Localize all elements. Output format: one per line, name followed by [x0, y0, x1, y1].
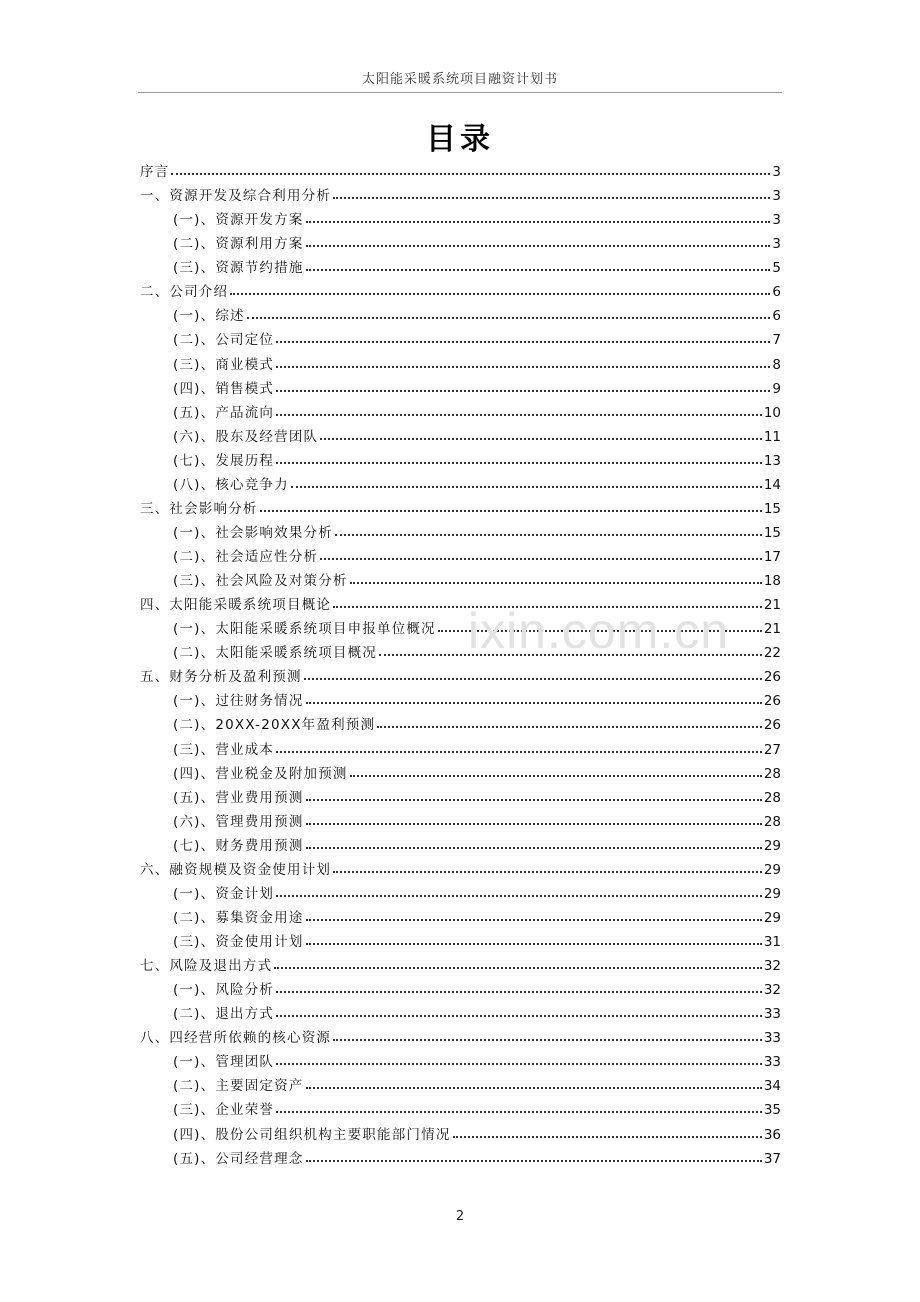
toc-entry-page: 35	[763, 1102, 781, 1119]
toc-dot-leader	[276, 413, 762, 416]
toc-entry-page: 32	[763, 958, 781, 975]
toc-entry-label: (二)、20XX-20XX年盈利预测	[173, 717, 376, 734]
toc-entry-page: 33	[763, 1006, 781, 1023]
toc-entry-label: (一)、资源开发方案	[173, 212, 304, 229]
toc-entry-label: (三)、资金使用计划	[173, 934, 304, 950]
toc-title: 目录	[426, 122, 494, 157]
toc-dot-leader	[306, 1086, 762, 1089]
toc-subentry[interactable]	[140, 256, 781, 280]
toc-entry-label: (四)、股份公司组织机构主要职能部门情况	[173, 1126, 451, 1143]
toc-entry-page: 14	[763, 476, 781, 493]
toc-entry-label: (三)、商业模式	[173, 356, 275, 373]
toc-entry-page: 15	[763, 500, 781, 517]
toc-entry-label: (一)、资金计划	[173, 885, 275, 902]
toc-entry-label: (一)、风险分析	[173, 982, 275, 999]
toc-subentry[interactable]	[140, 906, 781, 930]
toc-entry-label: 三、社会影响分析	[140, 500, 258, 517]
toc-dot-leader	[260, 509, 762, 512]
toc-dot-leader	[306, 918, 762, 921]
toc-dot-leader	[306, 798, 762, 801]
toc-dot-leader	[306, 268, 771, 271]
toc-subentry[interactable]	[140, 545, 781, 569]
toc-entry-page: 17	[763, 549, 781, 565]
toc-entry-label: (五)、营业费用预测	[173, 789, 304, 806]
toc-entry[interactable]	[140, 1026, 781, 1050]
toc-entry-page: 21	[763, 621, 781, 638]
toc-subentry[interactable]	[140, 641, 781, 665]
toc-entry-label: (二)、公司定位	[173, 332, 275, 349]
toc-subentry[interactable]	[140, 401, 781, 425]
toc-dot-leader	[377, 725, 762, 728]
toc-dot-leader	[379, 653, 762, 656]
toc-subentry[interactable]	[140, 1147, 781, 1171]
toc-subentry[interactable]	[140, 521, 781, 545]
toc-entry-page: 10	[763, 404, 781, 421]
toc-dot-leader	[306, 942, 762, 945]
toc-entry-page: 3	[772, 188, 781, 205]
toc-entry-label: 四、太阳能采暖系统项目概论	[140, 597, 332, 614]
toc-entry-page: 18	[763, 573, 781, 590]
toc-subentry[interactable]	[140, 978, 781, 1002]
toc-subentry[interactable]	[140, 425, 781, 449]
toc-entry[interactable]	[140, 160, 781, 184]
toc-entry-page: 26	[763, 693, 781, 710]
toc-subentry[interactable]	[140, 232, 781, 256]
toc-subentry[interactable]	[140, 473, 781, 497]
toc-dot-leader	[333, 870, 762, 873]
toc-dot-leader	[333, 196, 770, 199]
toc-entry-page: 32	[763, 982, 781, 999]
toc-dot-leader	[276, 990, 762, 993]
toc-dot-leader	[350, 774, 762, 777]
toc-entry-label: 五、财务分析及盈利预测	[140, 669, 302, 686]
toc-entry-label: (七)、发展历程	[173, 452, 275, 469]
toc-subentry[interactable]	[140, 930, 781, 954]
toc-subentry[interactable]	[140, 353, 781, 377]
toc-entry-label: (七)、财务费用预测	[173, 837, 304, 854]
toc-entry-page: 15	[763, 524, 781, 541]
toc-entry[interactable]	[140, 954, 781, 978]
toc-entry-label: (四)、销售模式	[173, 380, 275, 397]
toc-dot-leader	[276, 1110, 762, 1113]
toc-dot-leader	[306, 822, 762, 825]
toc-entry-page: 29	[763, 885, 781, 902]
toc-subentry[interactable]	[140, 328, 781, 352]
toc-dot-leader	[171, 172, 770, 175]
toc-dot-leader	[306, 244, 771, 247]
toc-subentry[interactable]	[140, 617, 781, 641]
toc-entry-page: 11	[763, 428, 781, 445]
toc-entry[interactable]	[140, 184, 781, 208]
toc-entry-label: (八)、核心竞争力	[173, 476, 289, 493]
toc-entry-label: 八、四经营所依赖的核心资源	[140, 1030, 332, 1047]
toc-dot-leader	[276, 365, 770, 368]
header-divider	[138, 92, 782, 93]
toc-entry-label: (五)、公司经营理念	[173, 1150, 304, 1167]
toc-dot-leader	[333, 605, 762, 608]
toc-dot-leader	[276, 894, 762, 897]
toc-subentry[interactable]	[140, 689, 781, 713]
toc-subentry[interactable]	[140, 762, 781, 786]
toc-subentry[interactable]	[140, 1123, 781, 1147]
toc-dot-leader	[304, 677, 762, 680]
toc-subentry[interactable]	[140, 810, 781, 834]
table-of-contents	[140, 160, 781, 1171]
toc-dot-leader	[276, 461, 762, 464]
toc-dot-leader	[306, 701, 762, 704]
toc-entry-page: 29	[763, 837, 781, 854]
toc-entry-page: 37	[763, 1150, 781, 1167]
toc-dot-leader	[438, 629, 762, 632]
toc-dot-leader	[274, 966, 762, 969]
toc-entry-label: (一)、综述	[173, 308, 245, 325]
toc-subentry[interactable]	[140, 1098, 781, 1122]
toc-subentry[interactable]	[140, 834, 781, 858]
toc-dot-leader	[276, 340, 770, 343]
toc-entry-label: 六、融资规模及资金使用计划	[140, 861, 332, 878]
toc-subentry[interactable]	[140, 449, 781, 473]
toc-entry-page: 33	[763, 1030, 781, 1047]
toc-entry-page: 34	[763, 1078, 781, 1095]
toc-entry-page: 21	[763, 597, 781, 614]
toc-entry-page: 3	[772, 212, 781, 229]
toc-entry-label: (二)、募集资金用途	[173, 909, 304, 926]
toc-entry-page: 28	[763, 789, 781, 806]
toc-entry-page: 6	[772, 308, 781, 325]
toc-dot-leader	[335, 533, 762, 536]
toc-entry-label: (六)、管理费用预测	[173, 813, 304, 830]
toc-subentry[interactable]	[140, 1002, 781, 1026]
toc-subentry[interactable]	[140, 786, 781, 810]
toc-entry-label: (五)、产品流向	[173, 404, 275, 421]
toc-dot-leader	[291, 485, 762, 488]
toc-entry-page: 7	[772, 332, 781, 349]
toc-entry-label: (二)、太阳能采暖系统项目概况	[173, 645, 378, 662]
running-header: 太阳能采暖系统项目融资计划书	[361, 72, 558, 87]
toc-entry[interactable]	[140, 497, 781, 521]
toc-dot-leader	[306, 846, 762, 849]
toc-dot-leader	[276, 389, 770, 392]
toc-entry-page: 13	[763, 452, 781, 469]
toc-entry-label: (三)、企业荣誉	[173, 1102, 275, 1119]
page-number: 2	[455, 1209, 465, 1224]
toc-entry-page: 5	[772, 260, 781, 277]
toc-entry-page: 26	[763, 669, 781, 686]
toc-entry[interactable]	[140, 280, 781, 304]
toc-dot-leader	[453, 1135, 762, 1138]
toc-entry-label: (二)、退出方式	[173, 1006, 275, 1023]
toc-entry-label: (一)、太阳能采暖系统项目申报单位概况	[173, 621, 436, 638]
toc-dot-leader	[350, 581, 762, 584]
toc-entry-label: 一、资源开发及综合利用分析	[140, 188, 332, 205]
toc-entry-page: 3	[772, 164, 781, 180]
toc-dot-leader	[306, 220, 771, 223]
toc-entry[interactable]	[140, 858, 781, 882]
toc-subentry[interactable]	[140, 882, 781, 906]
toc-dot-leader	[333, 1038, 762, 1041]
toc-dot-leader	[320, 557, 762, 560]
toc-dot-leader	[230, 292, 770, 295]
toc-subentry[interactable]	[140, 377, 781, 401]
toc-entry-page: 8	[772, 356, 781, 373]
toc-entry-label: (一)、过往财务情况	[173, 693, 304, 710]
toc-entry-page: 22	[763, 645, 781, 662]
toc-entry[interactable]	[140, 593, 781, 617]
toc-subentry[interactable]	[140, 1074, 781, 1098]
toc-entry-label: (一)、管理团队	[173, 1054, 275, 1071]
toc-entry-page: 29	[763, 909, 781, 926]
toc-entry-label: (一)、社会影响效果分析	[173, 524, 333, 541]
toc-entry-label: 二、公司介绍	[140, 284, 229, 301]
toc-entry-page: 3	[772, 236, 781, 253]
toc-entry-label: (二)、社会适应性分析	[173, 549, 319, 565]
toc-subentry[interactable]	[140, 208, 781, 232]
toc-entry-page: 31	[763, 934, 781, 950]
toc-entry-label: (三)、资源节约措施	[173, 260, 304, 277]
toc-entry-page: 9	[772, 380, 781, 397]
toc-entry-page: 28	[763, 813, 781, 830]
toc-dot-leader	[276, 750, 762, 753]
toc-entry-label: 序言	[140, 164, 170, 180]
toc-entry-label: (三)、营业成本	[173, 741, 275, 758]
toc-entry-page: 28	[763, 765, 781, 782]
watermark: ixin.com.cn	[468, 603, 730, 659]
toc-entry-label: (二)、主要固定资产	[173, 1078, 304, 1095]
toc-dot-leader	[276, 1014, 762, 1017]
toc-subentry[interactable]	[140, 1050, 781, 1074]
toc-dot-leader	[306, 1159, 762, 1162]
toc-subentry[interactable]	[140, 304, 781, 328]
toc-dot-leader	[276, 1062, 762, 1065]
toc-subentry[interactable]	[140, 713, 781, 737]
toc-entry-page: 26	[763, 717, 781, 734]
toc-entry-label: (六)、股东及经营团队	[173, 428, 319, 445]
toc-dot-leader	[247, 316, 771, 319]
toc-entry-page: 27	[763, 741, 781, 758]
toc-entry-label: (三)、社会风险及对策分析	[173, 573, 348, 590]
toc-entry[interactable]	[140, 665, 781, 689]
toc-entry-label: (二)、资源利用方案	[173, 236, 304, 253]
toc-dot-leader	[320, 437, 762, 440]
toc-entry-page: 33	[763, 1054, 781, 1071]
toc-entry-page: 29	[763, 861, 781, 878]
toc-entry-label: (四)、营业税金及附加预测	[173, 765, 348, 782]
toc-subentry[interactable]	[140, 738, 781, 762]
toc-entry-label: 七、风险及退出方式	[140, 958, 273, 975]
toc-subentry[interactable]	[140, 569, 781, 593]
toc-entry-page: 36	[763, 1126, 781, 1143]
toc-entry-page: 6	[772, 284, 781, 301]
